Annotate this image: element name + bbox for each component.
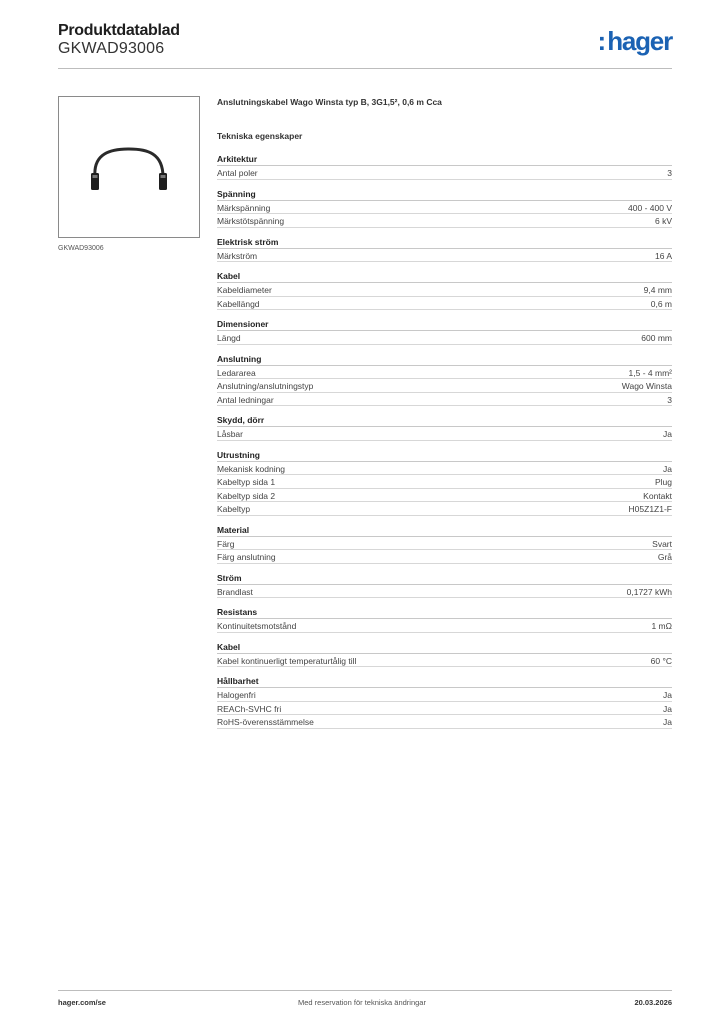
property-row (217, 214, 672, 228)
property-row (217, 379, 672, 393)
document-header (58, 22, 672, 66)
property-label: Märkstötspänning (217, 216, 285, 226)
property-row (217, 585, 672, 599)
property-value: 3 (667, 394, 672, 405)
property-row (217, 702, 672, 716)
property-label: Kabellängd (217, 298, 260, 309)
property-label: Låsbar (217, 429, 243, 439)
property-row (217, 619, 672, 633)
property-group (217, 449, 672, 516)
property-value: Ja (663, 429, 672, 439)
property-label: Anslutning/anslutningstyp (217, 381, 314, 391)
property-label: Ledararea (217, 367, 256, 378)
property-label: Antal poler (217, 168, 258, 178)
footer-divider (58, 990, 672, 991)
group-heading: Material (217, 524, 672, 537)
property-label: REACh-SVHC fri (217, 703, 282, 714)
property-group (217, 606, 672, 633)
property-group (217, 524, 672, 564)
cable-product-image (59, 97, 201, 239)
property-label: Märkspänning (217, 202, 271, 213)
property-value: H05Z1Z1-F (628, 504, 672, 514)
product-code: GKWAD93006 (58, 40, 165, 57)
property-label: Kabeltyp sida 2 (217, 490, 276, 501)
plug-right-detail (161, 175, 166, 178)
property-row (217, 331, 672, 345)
header-divider (58, 68, 672, 69)
footer-disclaimer: Med reservation för tekniska ändringar (298, 998, 426, 1007)
image-caption: GKWAD93006 (58, 245, 104, 252)
properties-title: Tekniska egenskaper (217, 131, 303, 141)
product-title: Anslutningskabel Wago Winsta typ B, 3G1,5², 0,6 m Cca (217, 97, 442, 107)
property-value: Ja (663, 690, 672, 700)
property-label: Längd (217, 333, 241, 343)
property-value: 16 A (654, 250, 672, 261)
document-title: Produktdatablad (58, 22, 180, 39)
property-group (217, 572, 672, 599)
group-heading: Skydd, dörr (217, 414, 672, 427)
property-value: 9,4 mm (643, 285, 672, 295)
property-label: Antal ledningar (217, 394, 274, 405)
group-heading: Kabel (217, 270, 672, 283)
group-heading: Resistans (217, 606, 672, 619)
property-label: Kabeltyp (217, 504, 251, 514)
property-value: Wago Winsta (621, 381, 672, 391)
group-heading: Anslutning (217, 353, 672, 366)
property-value: Svart (652, 538, 672, 549)
footer-date: 20.03.2026 (634, 998, 672, 1007)
property-group (217, 414, 672, 441)
property-row (217, 201, 672, 215)
property-label: Märkström (217, 250, 258, 261)
specification-content (217, 96, 672, 729)
property-groups (217, 153, 672, 729)
property-label: Halogenfri (217, 690, 256, 700)
property-group (217, 353, 672, 407)
property-value: 60 °C (650, 655, 672, 666)
property-value: Kontakt (643, 490, 672, 501)
property-label: RoHS-överensstämmelse (217, 717, 314, 727)
property-value: Ja (663, 463, 672, 474)
property-row (217, 475, 672, 489)
footer-website[interactable]: hager.com/se (58, 998, 106, 1007)
property-value: 3 (667, 168, 672, 178)
hager-logo (598, 26, 672, 57)
property-value: 400 - 400 V (628, 202, 672, 213)
property-row (217, 283, 672, 297)
property-value: 6 kV (654, 216, 672, 226)
property-row (217, 427, 672, 441)
property-row (217, 297, 672, 311)
logo-colon: : (597, 26, 607, 56)
property-value: Ja (663, 703, 672, 714)
property-row (217, 537, 672, 551)
logo-text: hager (607, 26, 672, 56)
group-heading: Utrustning (217, 449, 672, 462)
property-label: Kontinuitetsmotstånd (217, 621, 297, 631)
group-heading: Kabel (217, 641, 672, 654)
property-group (217, 641, 672, 668)
property-group (217, 153, 672, 180)
property-label: Färg anslutning (217, 552, 276, 562)
property-value: Grå (657, 552, 672, 562)
property-row (217, 462, 672, 476)
property-label: Kabel kontinuerligt temperaturtålig till (217, 655, 357, 666)
property-group (217, 236, 672, 263)
property-row (217, 249, 672, 263)
property-label: Kabeldiameter (217, 285, 272, 295)
property-value: Plug (654, 477, 672, 487)
group-heading: Dimensioner (217, 318, 672, 331)
property-value: 1 mΩ (651, 621, 672, 631)
property-row (217, 654, 672, 668)
property-label: Kabeltyp sida 1 (217, 477, 276, 487)
property-group (217, 270, 672, 310)
property-value: 1,5 - 4 mm² (628, 367, 672, 378)
property-row (217, 688, 672, 702)
property-row (217, 366, 672, 380)
group-heading: Arkitektur (217, 153, 672, 166)
property-row (217, 502, 672, 516)
property-group (217, 318, 672, 345)
property-label: Färg (217, 538, 235, 549)
property-value: Ja (663, 717, 672, 727)
group-heading: Hållbarhet (217, 675, 672, 688)
group-heading: Spänning (217, 188, 672, 201)
plug-left-detail (93, 175, 98, 178)
cable-wire (95, 149, 163, 177)
group-heading: Ström (217, 572, 672, 585)
property-row (217, 550, 672, 564)
property-row (217, 489, 672, 503)
product-image-frame (58, 96, 200, 238)
property-value: 0,1727 kWh (626, 586, 672, 597)
property-row (217, 393, 672, 407)
property-group (217, 675, 672, 729)
property-group (217, 188, 672, 228)
property-row (217, 166, 672, 180)
property-label: Brandlast (217, 586, 253, 597)
property-label: Mekanisk kodning (217, 463, 286, 474)
property-value: 0,6 m (650, 298, 672, 309)
group-heading: Elektrisk ström (217, 236, 672, 249)
property-value: 600 mm (641, 333, 672, 343)
property-row (217, 715, 672, 729)
